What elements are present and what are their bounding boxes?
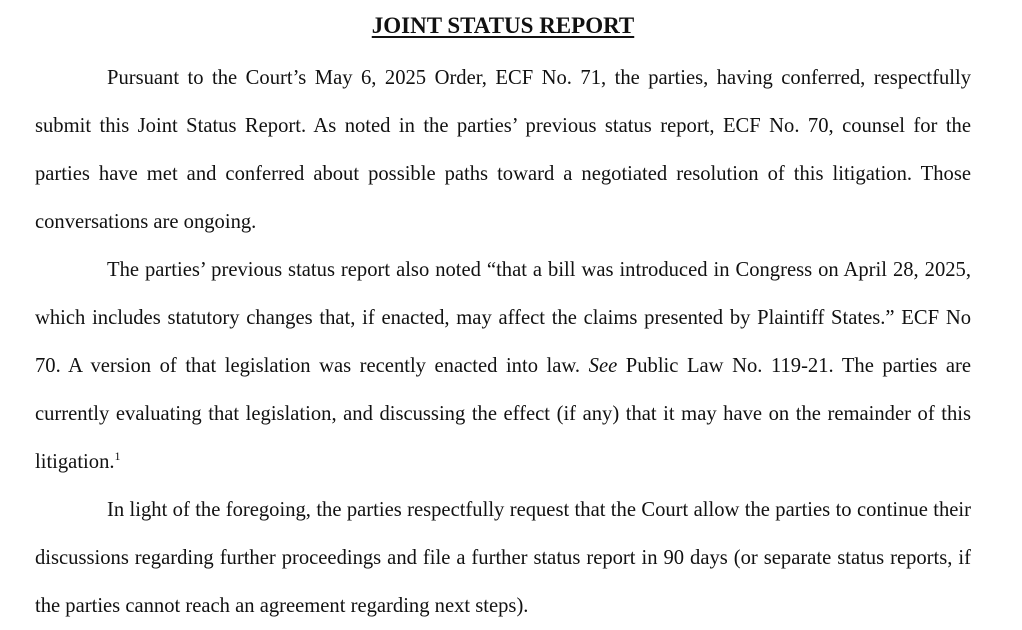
document-page [35, 10, 971, 630]
paragraph-3: In light of the foregoing, the parties respectfully request that the Court allow the parties to continue their discussions regarding further proceedings and file a further status report in 90 days (or separate status reports, if the parties cannot reach an agreement regarding next steps). [35, 499, 971, 617]
paragraph-2-text-b: Public Law No. 119-21. The parties are currently evaluating that legislation, and discussing the effect (if any) that it may have on the remainder of this litigation. [35, 355, 972, 473]
paragraph-2 [35, 246, 971, 486]
paragraph-1: Pursuant to the Court’s May 6, 2025 Order, ECF No. 71, the parties, having conferred, respectfully submit this Joint Status Report. As noted in the parties’ previous status report, ECF No. 70, counsel for the parties have met and conferred about possible paths toward a negotiated resolution of this litigation. Those conversations are ongoing. [35, 67, 971, 233]
see-signal: See [588, 355, 618, 377]
document-title: JOINT STATUS REPORT [371, 13, 635, 38]
paragraph-2-text-a: The parties’ previous status report also noted “that a bill was introduced in Congress on April 28, 2025, which includes statutory changes that, if enacted, may affect the claims presented by Plaintiff States.” ECF No 70. A version of that legislation was recently enacted into law. [35, 259, 971, 377]
footnote-marker: 1 [114, 449, 121, 464]
